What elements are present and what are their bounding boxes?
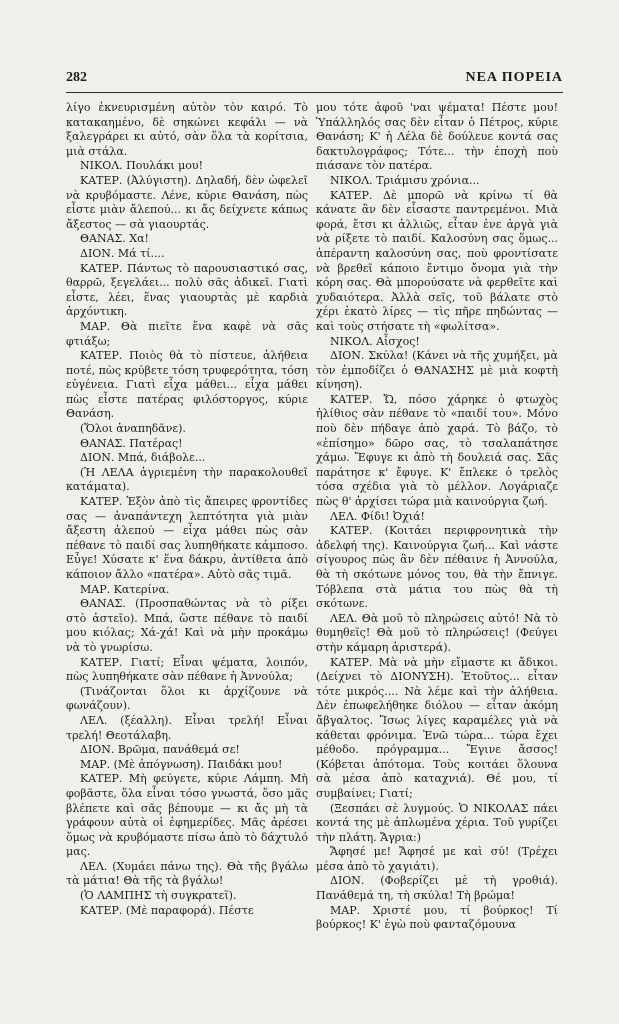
- paragraph: ΜΑΡ. Χριστέ μου, τί βούρκος! Τί βούρκος! Κ' ἐγὼ ποὺ φανταζόμουνα: [316, 903, 558, 932]
- paragraph: (Ἡ ΛΕΛΑ ἀγριεμένη τὴν παρακολουθεῖ κατάματα).: [66, 465, 308, 494]
- paragraph: ΛΕΛ. Θὰ μοῦ τὸ πληρώσεις αὐτό! Νὰ τὸ θυμηθεῖς! Θὰ μοῦ τὸ πληρώσεις! (Φεύγει στὴν κάμαρη ἀριστερά).: [316, 611, 558, 654]
- page-number: 282: [66, 70, 87, 85]
- paragraph: ΚΑΤΕΡ. Ἐξὸν ἀπὸ τὶς ἄπειρες φροντίδες σας — ἀναπάντεχη λεπτότητα γιὰ μιὰν ἄξεστη ἀλεπού — εἶχα μάθει πὼς σὰν πέθανε τὸ παιδί σας λυπηθήκατε κάμποσο. Εὖγε! Χύσατε κ' ἕνα δάκρυ, ἀντίθετα ἀπὸ κάποιον ἄλλο «πατέρα». Αὐτὸ σᾶς τιμᾶ.: [66, 495, 308, 581]
- paragraph: ΚΑΤΕΡ. Γιατί; Εἶναι ψέματα, λοιπόν, πὼς λυπηθήκατε σὰν πέθανε ἡ Ἀννούλα;: [66, 655, 308, 684]
- paragraph: ΔΙΟΝ. Μπά, διάβολε...: [80, 451, 206, 465]
- paragraph: ΚΑΤΕΡ. Μὰ νὰ μὴν εἴμαστε κι ἄδικοι. (Δείχνει τὸ ΔΙΟΝΥΣΗ). Ἐτοῦτος... εἶταν τότε μικρός.... Νὰ λέμε καὶ τὴν ἀλήθεια. Δὲν ἐπωφελήθηκε διόλου — εἶταν ἀκόμη ἄβγαλτος. Ἴσως λίγες καραμέλες γιὰ νὰ κάθεται φρόνιμα. Ἐνῶ τώρα... τώρα ἔχει μέθοδο. πρόγραμμα... Ἔγινε ἄσσος! (Κόβεται ἀπότομα. Τοὺς κοιτάει ὅλουνα σὰ μέσα ἀπὸ καταχνιά). Θέ μου, τί συμβαίνει; Γιατί;: [316, 655, 558, 800]
- paragraph: ΔΙΟΝ. (Φοβερίζει μὲ τὴ γροθιά). Πανάθεμά τη, τὴ σκύλα! Τὴ βρώμα!: [316, 874, 558, 903]
- paragraph: ΚΑΤΕΡ. (Μὲ παραφορά). Πέστε: [80, 903, 254, 917]
- paragraph: ΚΑΤΕΡ. Πάντως τὸ παρουσιαστικό σας, θαρρῶ, ξεγελάει... πολὺ σᾶς ἀδικεῖ. Γιατὶ εἶστε, λέει, ἕνας γιαουρτὰς μὲ καρδιὰ ἀρχόντικη.: [66, 261, 308, 319]
- paragraph: ΛΕΛ. Φίδι! Ὀχιά!: [330, 509, 425, 523]
- page-header: [66, 70, 563, 93]
- paragraph: μου τότε ἀφοῦ 'ναι ψέματα! Πέστε μου! Ὑπάλληλός σας δὲν εἶταν ὁ Πέτρος, κύριε Θανάση; Κ' ἡ Λέλα δὲ δούλευε κοντά σας δακτυλογράφος; Τότε... τὴν ἐποχὴ ποὺ πιάσανε τὸν πατέρα.: [316, 101, 558, 173]
- left-column: [66, 101, 308, 918]
- paragraph: ΔΙΟΝ. Σκύλα! (Κάνει νὰ τῆς χυμήξει, μὰ τὸν ἐμποδίζει ὁ ΘΑΝΑΣΗΣ μὲ μιὰ κοφτὴ κίνηση).: [316, 349, 558, 392]
- paragraph: (Ξεσπάει σὲ λυγμούς. Ὁ ΝΙΚΟΛΑΣ πάει κοντά της μὲ ἁπλωμένα χέρια. Τοῦ γυρίζει τὴν πλάτη. Ἄγρια:): [316, 801, 558, 844]
- paragraph: λίγο ἐκνευρισμένη αὐτὸν τὸν καιρό. Τὸ κατακαημένο, δὲ σηκώνει κεφάλι — νὰ ξαλεγράρει κι αὐτό, σὰν ὅλα τὰ κορίτσια, μιὰ στάλα.: [66, 101, 308, 158]
- paragraph: ΝΙΚΟΛ. Αἶσχος!: [330, 334, 420, 348]
- paragraph: ΚΑΤΕΡ. Ποιὸς θὰ τὸ πίστευε, ἀλήθεια ποτέ, πὼς κρύβετε τόση τρυφερότητα, τόση εὐγένεια. Γιατὶ εἶχα μάθει... εἶχα μάθει πὼς εἶστε πατέρας φιλόστοργος, κύριε Θανάση.: [66, 349, 308, 421]
- paragraph: ΚΑΤΕΡ. Ὤ, πόσο χάρηκε ὁ φτωχὸς ἠλίθιος σὰν πέθανε τὸ «παιδί του». Μόνο ποὺ δὲν πήδαγε ἀπὸ χαρά. Τὸ βάζο, τὸ «ἐπίσημο» δῶρο σας, τὸ τσαλαπάτησε χάμω. Ἔφυγε κι ἀπὸ τὴ δουλειά σας. Σᾶς παράτησε κ' ἔφυγε. Κ' ἔπλεκε ὁ τρελὸς τόσα σχέδια γιὰ τὸ μέλλον. Λογάριαζε πὼς θ' ἀρχίσει τώρα μιὰ καινούργια ζωή.: [316, 392, 558, 509]
- paragraph: ΜΑΡ. Κατερίνα.: [80, 582, 170, 596]
- paragraph: ΚΑΤΕΡ. Δὲ μπορῶ νὰ κρίνω τί θὰ κάνατε ἂν δὲν εἶσαστε παντρεμένοι. Μιὰ φορά, ἔτσι κι ἀλλιῶς, εἶταν ἐνε ἀργὰ γιὰ νὰ ρίξετε τὸ παιδί. Καλοσύνη σας ὅμως... ἀπέραντη καλοσύνη σας, ποὺ φροντίσατε νὰ βρεθεῖ κάποιο ἔντιμο ὄνομα γιὰ τὴν κόρη σας. Θὰ μπορούσατε νὰ φερθεῖτε καὶ χυδαιότερα. Ἀλλὰ σεῖς, τοῦ βάλατε στὸ χέρι ἑκατὸ λίρες — τὶς πῆρε πηδώντας — καὶ τοὺς στήσατε τὴ «φωλίτσα».: [316, 188, 558, 333]
- paragraph: (Ὁ ΛΑΜΠΗΣ τὴ συγκρατεῖ).: [80, 889, 237, 903]
- paragraph: ΝΙΚΟΛ. Πουλάκι μου!: [80, 159, 204, 173]
- paragraph: ΚΑΤΕΡ. (Κοιτάει περιφρονητικὰ τὴν ἀδελφή της). Καινούργια ζωή... Καὶ νάστε σίγουρος πὼς ἂν δὲν πέθαινε ἡ Ἀννούλα, θὰ τὴ σκότωνε μόνος του, θὰ τὴν ἔπνιγε. Τόβλεπα στὰ μάτια του πὼς θὰ τὴ σκότωνε.: [316, 524, 558, 611]
- paragraph: ΛΕΛ. (Χυμάει πάνω της). Θὰ τῆς βγάλω τὰ μάτια! Θὰ τῆς τὰ βγάλω!: [66, 859, 308, 888]
- paragraph: ΘΑΝΑΣ. Χα!: [80, 232, 149, 246]
- right-column: [316, 101, 558, 933]
- paragraph: ΚΑΤΕΡ. Μὴ φεύγετε, κύριε Λάμπη. Μὴ φοβᾶστε, ὅλα εἶναι τόσο γνωστά, ὅσο μᾶς βλέπετε καὶ σᾶς βέπουμε — κι ἄς μὴ τὰ γράφουν αὐτὰ οἱ ἐφημερίδες. Μᾶς ἀρέσει ὅμως νὰ κρυβόμαστε πίσω ἀπὸ τὸ δάχτυλό μας.: [66, 772, 308, 859]
- paragraph: ΜΑΡ. Θὰ πιεῖτε ἕνα καφὲ νὰ σᾶς φτιάξω;: [66, 319, 308, 348]
- journal-title: ΝΕΑ ΠΟΡΕΙΑ: [465, 70, 563, 85]
- paragraph: ΚΑΤΕΡ. (Ἀλύγιστη). Δηλαδή, δὲν ὠφελεῖ νὰ κρυβόμαστε. Λένε, κύριε Θανάση, πὼς εἶστε μιὰν ἄλεπού... κι ἄς δείχνετε κάπως ἄξεστος — σὰ γιαουρτάς.: [66, 173, 308, 231]
- paragraph: ΘΑΝΑΣ. (Προσπαθώντας νὰ τὸ ρίξει στὸ ἀστεῖο). Μπά, ὥστε πέθανε τὸ παιδί μου κιόλας; Χά-χά! Καὶ νὰ μὴν προκάμω νὰ τὸ γνωρίσω.: [66, 597, 308, 654]
- paragraph: ΝΙΚΟΛ. Τριάμισυ χρόνια...: [330, 173, 480, 187]
- paragraph: ΔΙΟΝ. Βρῶμα, πανάθεμά σε!: [80, 743, 240, 757]
- paragraph: ΔΙΟΝ. Μά τί....: [80, 246, 165, 260]
- paragraph: (Τινάζονται ὅλοι κι ἀρχίζουνε νὰ φωνάζουν).: [66, 684, 308, 713]
- paragraph: ΜΑΡ. (Μὲ ἀπόγνωση). Παιδάκι μου!: [80, 757, 283, 771]
- paragraph: Ἄφησέ με! Ἄφησέ με καὶ σύ! (Τρέχει μέσα ἀπὸ τὸ χαγιάτι).: [316, 845, 558, 873]
- paragraph: ΘΑΝΑΣ. Πατέρας!: [80, 436, 183, 450]
- paragraph: ΛΕΛ. (ξέαλλη). Εἶναι τρελή! Εἶναι τρελή! Θεοτάλαβη.: [66, 713, 308, 742]
- paragraph: (Ὅλοι ἀναπηδᾶνε).: [80, 422, 186, 436]
